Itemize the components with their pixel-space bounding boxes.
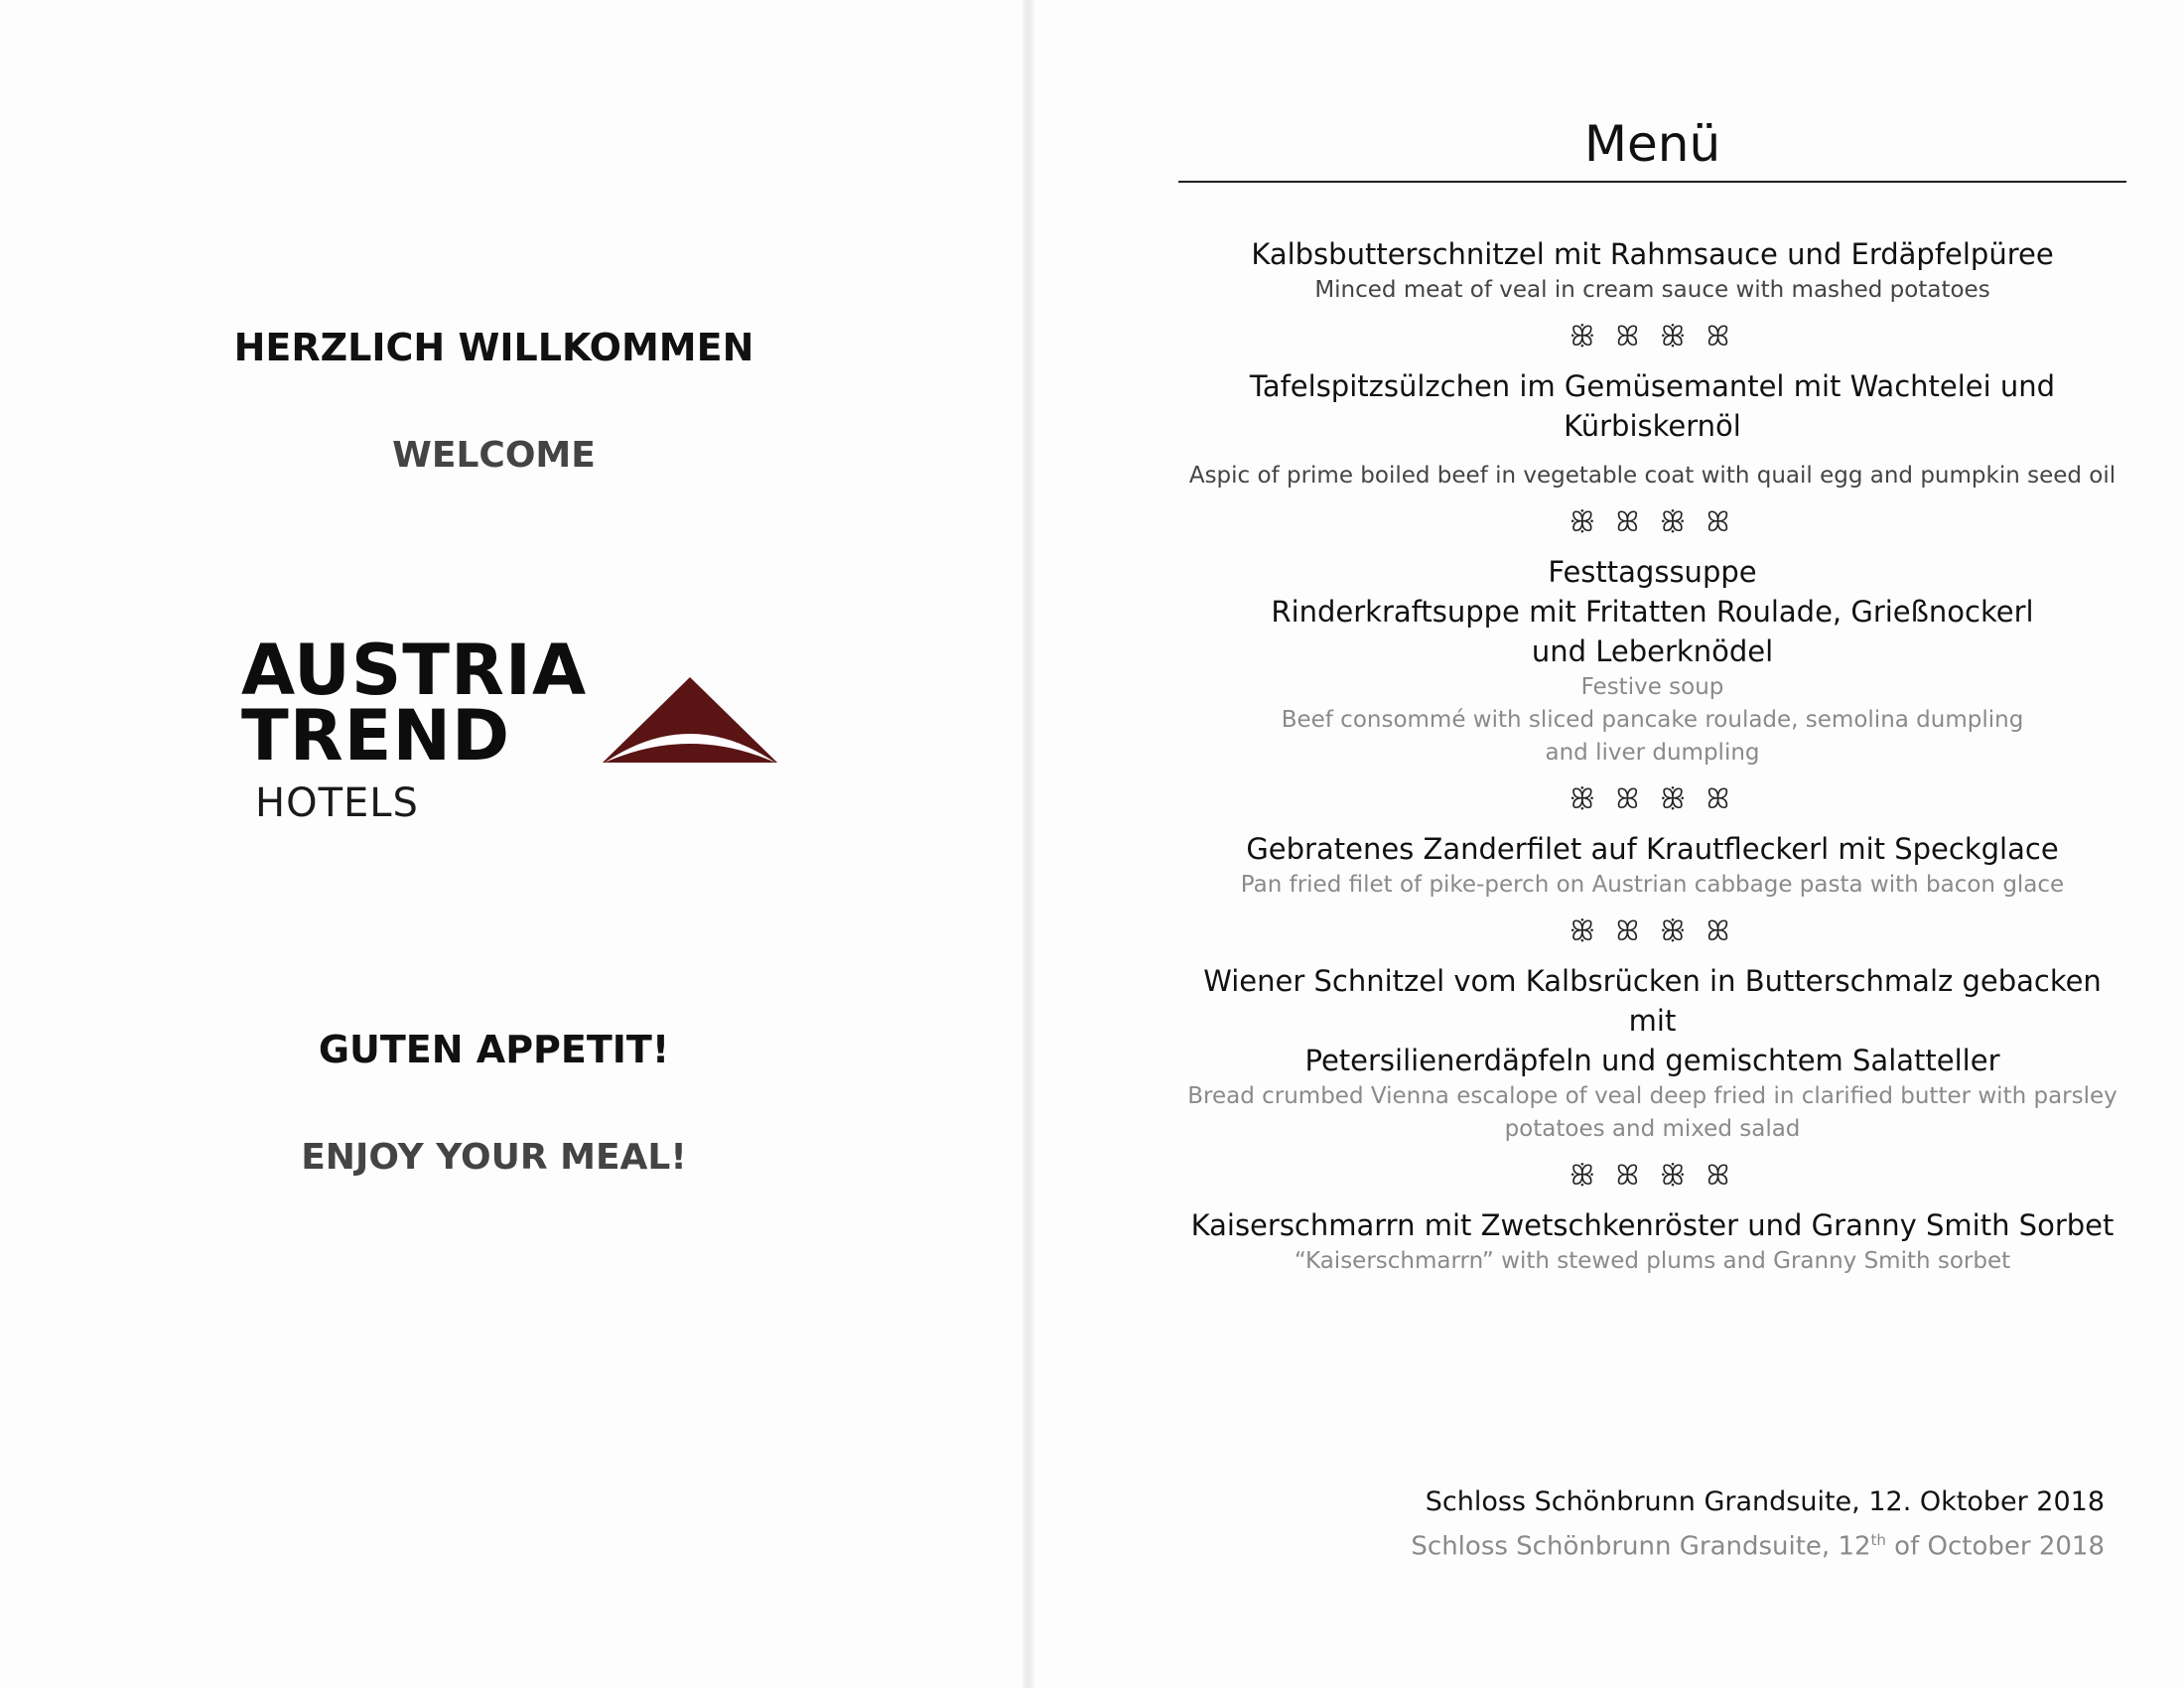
course-name-de: Rinderkraftsuppe mit Fritatten Roulade, Grießnockerl (1271, 595, 2034, 629)
appetit-heading-de: GUTEN APPETIT! (318, 1028, 670, 1071)
course-name-en: Aspic of prime boiled beef in vegetable coat with quail egg and pumpkin seed oil (1188, 463, 2116, 489)
footer-en-post: of October 2018 (1885, 1531, 2105, 1562)
event-location-date-de: Schloss Schönbrunn Grandsuite, 12. Oktober 2018 (1425, 1486, 2105, 1517)
course-name-en: Festive soup (1580, 674, 1724, 700)
welcome-heading-en: WELCOME (392, 435, 596, 476)
right-panel (1034, 0, 2184, 1688)
course-name-en: Beef consommé with sliced pancake roulade, semolina dumpling (1281, 707, 2024, 733)
ornament-separator: ꕥ ꕤ ꕥ ꕤ (1569, 1159, 1736, 1192)
course-name-de: Petersilienerdäpfeln und gemischtem Salatteller (1304, 1044, 2000, 1077)
footer-en-sup: th (1870, 1531, 1886, 1549)
appetit-heading-en: ENJOY YOUR MEAL! (301, 1137, 687, 1178)
course-name-de: Wiener Schnitzel vom Kalbsrücken in Butterschmalz gebacken mit (1203, 964, 2102, 1038)
course-name-de: Festtagssuppe (1548, 555, 1757, 589)
course-item (1178, 234, 2126, 307)
course-name-de: und Leberknödel (1531, 634, 1774, 668)
menu-title: Menü (1583, 115, 1721, 173)
menu-list (1178, 234, 2126, 1278)
course-item (1178, 1205, 2126, 1278)
course-item (1178, 552, 2126, 770)
course-name-de: Gebratenes Zanderfilet auf Krautfleckerl mit Speckglace (1246, 832, 2059, 866)
course-item (1178, 961, 2126, 1146)
course-name-de: Kaiserschmarrn mit Zwetschkenröster und Granny Smith Sorbet (1190, 1208, 2115, 1242)
event-footer (1411, 1483, 2105, 1566)
ornament-separator: ꕥ ꕤ ꕥ ꕤ (1569, 914, 1736, 947)
course-item (1178, 366, 2126, 492)
course-name-en: Pan fried filet of pike-perch on Austrian cabbage pasta with bacon glace (1240, 872, 2065, 898)
page-fold (1023, 0, 1034, 1688)
course-name-en: Minced meat of veal in cream sauce with mashed potatoes (1314, 277, 1990, 303)
welcome-heading-de: HERZLICH WILLKOMMEN (233, 326, 754, 369)
logo-word-austria: AUSTRIA (241, 630, 588, 711)
course-name-en: and liver dumpling (1545, 740, 1760, 766)
ornament-separator: ꕥ ꕤ ꕥ ꕤ (1569, 782, 1736, 815)
mountain-logo-icon (601, 675, 779, 770)
left-panel (0, 0, 1023, 1688)
course-name-de: Kalbsbutterschnitzel mit Rahmsauce und Erdäpfelpüree (1251, 237, 2054, 271)
event-location-date-en (1411, 1521, 2105, 1566)
austria-trend-hotels-logo (241, 630, 797, 834)
title-divider (1178, 181, 2126, 183)
logo-word-hotels: HOTELS (255, 780, 419, 826)
footer-en-pre: Schloss Schönbrunn Grandsuite, 12 (1411, 1531, 1871, 1562)
course-name-en: Bread crumbed Vienna escalope of veal deep fried in clarified butter with parsley (1187, 1083, 2117, 1109)
course-name-en: potatoes and mixed salad (1504, 1116, 1801, 1142)
course-name-de: Tafelspitzsülzchen im Gemüsemantel mit Wachtelei und Kürbiskernöl (1249, 369, 2056, 443)
ornament-separator: ꕥ ꕤ ꕥ ꕤ (1569, 320, 1736, 352)
course-item (1178, 829, 2126, 902)
ornament-separator: ꕥ ꕤ ꕥ ꕤ (1569, 505, 1736, 538)
course-name-en: “Kaiserschmarrn” with stewed plums and Granny Smith sorbet (1294, 1248, 2011, 1274)
logo-word-trend: TREND (241, 695, 511, 776)
